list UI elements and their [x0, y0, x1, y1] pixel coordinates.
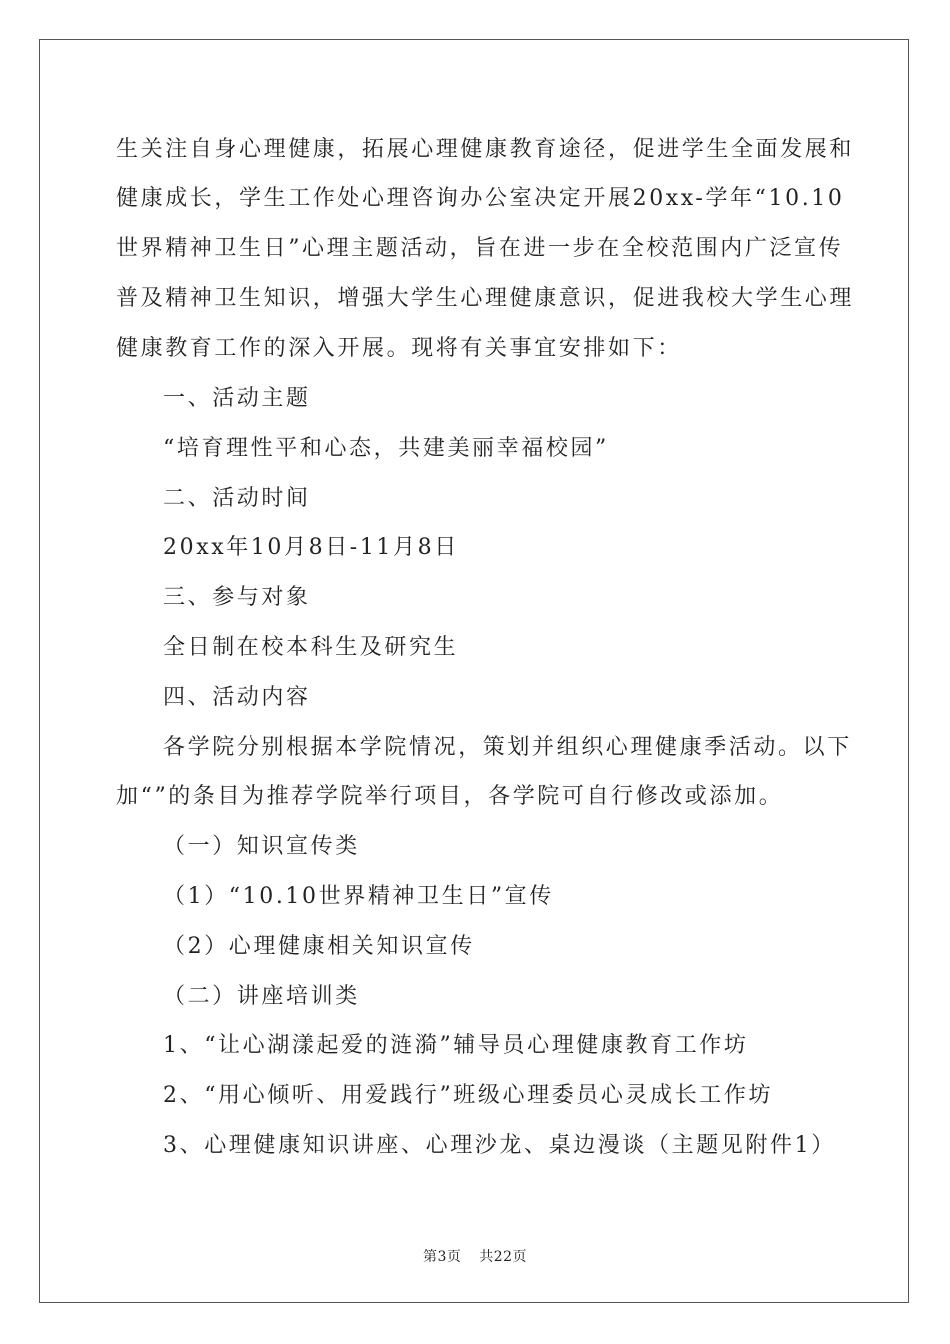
page-total: 共22页	[479, 1249, 528, 1265]
page-border	[39, 39, 909, 1303]
list-item: （1）“10.10世界精神卫生日”宣传	[163, 884, 554, 909]
theme-slogan: “培育理性平和心态，共建美丽幸福校园”	[163, 436, 609, 461]
paragraph-line: 各学院分别根据本学院情况，策划并组织心理健康季活动。以下	[163, 735, 852, 760]
list-item: （2）心理健康相关知识宣传	[163, 934, 475, 959]
paragraph-line: 加“”的条目为推荐学院举行项目，各学院可自行修改或添加。	[116, 784, 784, 809]
section-heading-theme: 一、活动主题	[163, 386, 311, 411]
list-item: 3、心理健康知识讲座、心理沙龙、桌边漫谈（主题见附件1）	[163, 1133, 836, 1158]
paragraph-line: 健康教育工作的深入开展。现将有关事宜安排如下：	[116, 336, 682, 361]
paragraph-line: 健康成长，学生工作处心理咨询办公室决定开展20xx-学年“10.10	[116, 186, 845, 211]
section-heading-participants: 三、参与对象	[163, 585, 311, 610]
subsection-heading: （一）知识宣传类	[163, 834, 360, 859]
paragraph-line: 普及精神卫生知识，增强大学生心理健康意识，促进我校大学生心理	[116, 286, 855, 311]
list-item: 1、“让心湖漾起爱的涟漪”辅导员心理健康教育工作坊	[163, 1033, 749, 1058]
subsection-heading: （二）讲座培训类	[163, 984, 360, 1009]
page-number: 第3页	[422, 1249, 462, 1265]
paragraph-line: 生关注自身心理健康，拓展心理健康教育途径，促进学生全面发展和	[116, 137, 855, 162]
section-heading-content: 四、活动内容	[163, 685, 311, 710]
list-item: 2、“用心倾听、用爱践行”班级心理委员心灵成长工作坊	[163, 1083, 774, 1108]
paragraph-line: 世界精神卫生日”心理主题活动，旨在进一步在全校范围内广泛宣传	[116, 236, 844, 261]
participants-text: 全日制在校本科生及研究生	[163, 635, 459, 660]
activity-dates: 20xx年10月8日-11月8日	[163, 535, 459, 560]
page-footer	[0, 1247, 950, 1267]
section-heading-time: 二、活动时间	[163, 486, 311, 511]
